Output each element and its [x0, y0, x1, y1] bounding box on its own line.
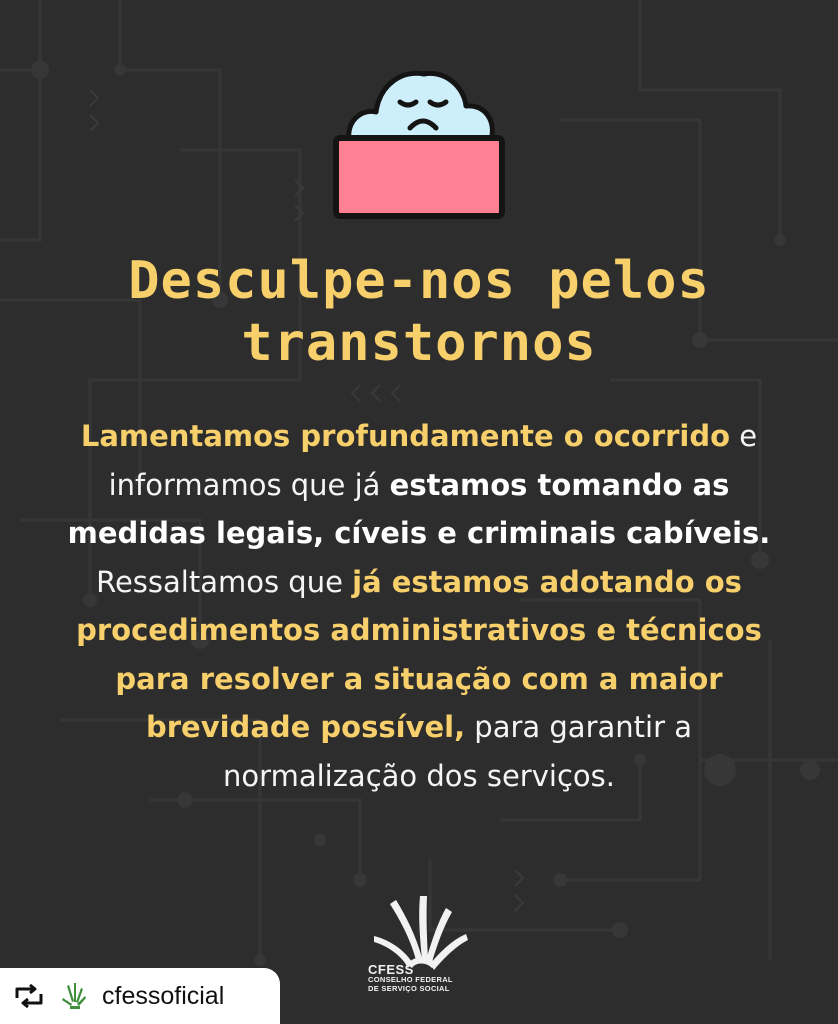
repost-icon [12, 982, 46, 1010]
cfess-logo-text [368, 963, 478, 993]
logo-subtitle-1: CONSELHO FEDERAL [368, 975, 453, 984]
body-segment-plain: Ressaltamos que [96, 564, 353, 599]
headline-line-1: Desculpe-nos pelos [128, 251, 710, 311]
headline [0, 250, 838, 374]
body-paragraph [60, 412, 778, 800]
logo-subtitle-2: DE SERVIÇO SOCIAL [368, 983, 450, 993]
body-segment-plain: e informamos que já [108, 419, 758, 502]
body-segment-yellow: Lamentamos profundamente o ocorrido [80, 419, 731, 453]
cfess-hand-icon [60, 982, 88, 1010]
body-segment-yellow: já estamos adotando os procedimentos administrativos e técnicos para resolver a situação com a maior brevidade possível, [76, 564, 762, 744]
repost-badge[interactable] [0, 968, 280, 1024]
body-segment-plain: para garantir a normalização dos serviços. [223, 710, 692, 793]
body-segment-bold: estamos tomando as medidas legais, cíveis e criminais cabíveis. [67, 467, 771, 550]
sad-cloud-laptop-icon [332, 62, 507, 222]
logo-name: CFESS [368, 962, 414, 977]
repost-username[interactable]: cfessoficial [102, 981, 225, 1010]
headline-line-2: transtornos [241, 313, 597, 373]
